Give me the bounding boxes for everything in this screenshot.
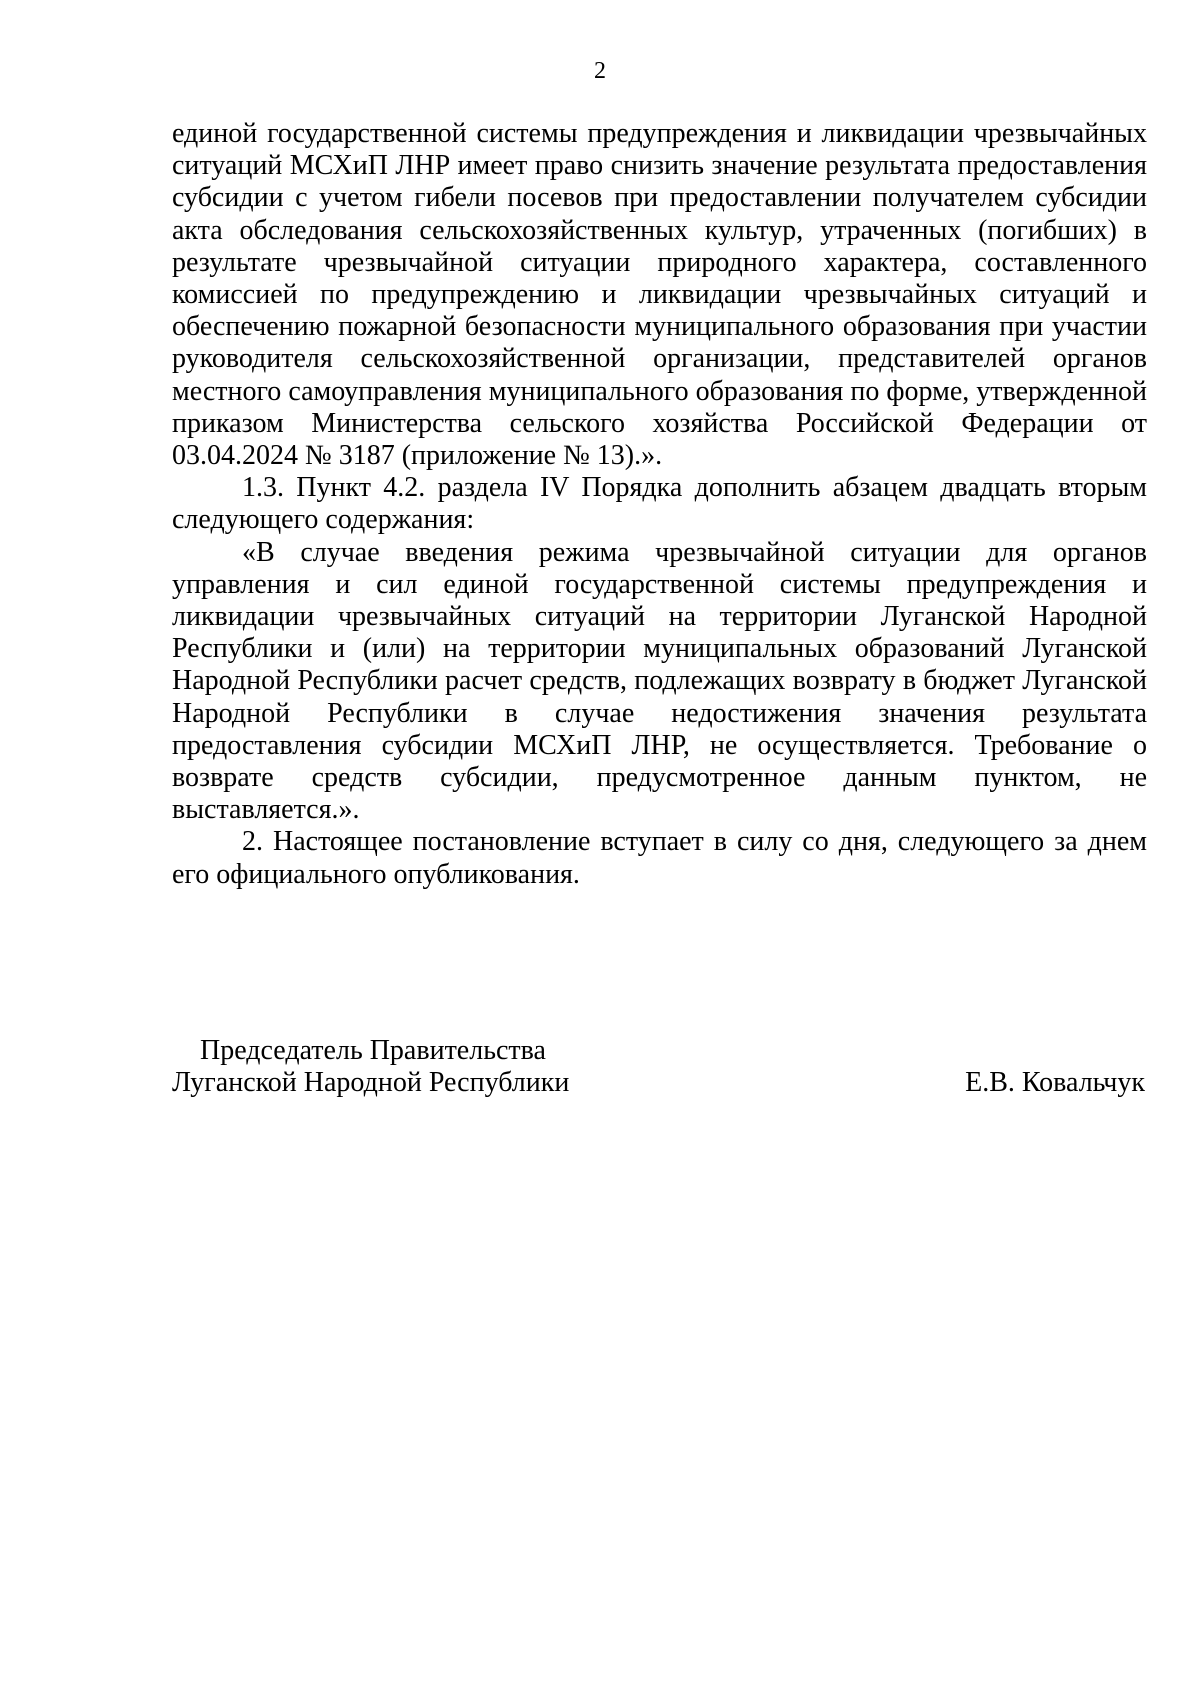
paragraph-continuation: единой государственной системы предупреждения и ликвидации чрезвычайных ситуаций МСХиП ЛНР имеет право снизить значение результата предоставления субсидии с учетом гибели посевов при предоставлении получателем субсидии акта обследования сельскохозяйственных культур, утраченных (погибших) в результате чрезвычайной ситуации природного характера, составленного комиссией по предупреждению и ликвидации чрезвычайных ситуаций и обеспечению пожарной безопасности муниципального образования при участии руководителя сельскохозяйственной организации, представителей органов местного самоуправления муниципального образования по форме, утвержденной приказом Министерства сельского хозяйства Российской Федерации от 03.04.2024 № 3187 (приложение № 13).». — [172, 118, 1147, 472]
signature-block — [172, 1035, 1147, 1099]
signatory-name: Е.В. Ковальчук — [965, 1067, 1145, 1099]
signatory-title-line-2: Луганской Народной Республики — [172, 1067, 570, 1099]
signatory-title-line-1: Председатель Правительства — [200, 1035, 546, 1066]
paragraph-item-2: 2. Настоящее постановление вступает в силу со дня, следующего за днем его официального опубликования. — [172, 826, 1147, 890]
paragraph-item-1-3: 1.3. Пункт 4.2. раздела IV Порядка дополнить абзацем двадцать вторым следующего содержания: — [172, 472, 1147, 536]
page-number: 2 — [594, 58, 606, 84]
paragraph-quoted-text: «В случае введения режима чрезвычайной ситуации для органов управления и сил единой государственной системы предупреждения и ликвидации чрезвычайных ситуаций на территории Луганской Народной Республики и (или) на территории муниципальных образований Луганской Народной Республики расчет средств, подлежащих возврату в бюджет Луганской Народной Республики в случае недостижения значения результата предоставления субсидии МСХиП ЛНР, не осуществляется. Требование о возврате средств субсидии, предусмотренное данным пунктом, не выставляется.». — [172, 536, 1147, 826]
document-body — [172, 118, 1147, 891]
